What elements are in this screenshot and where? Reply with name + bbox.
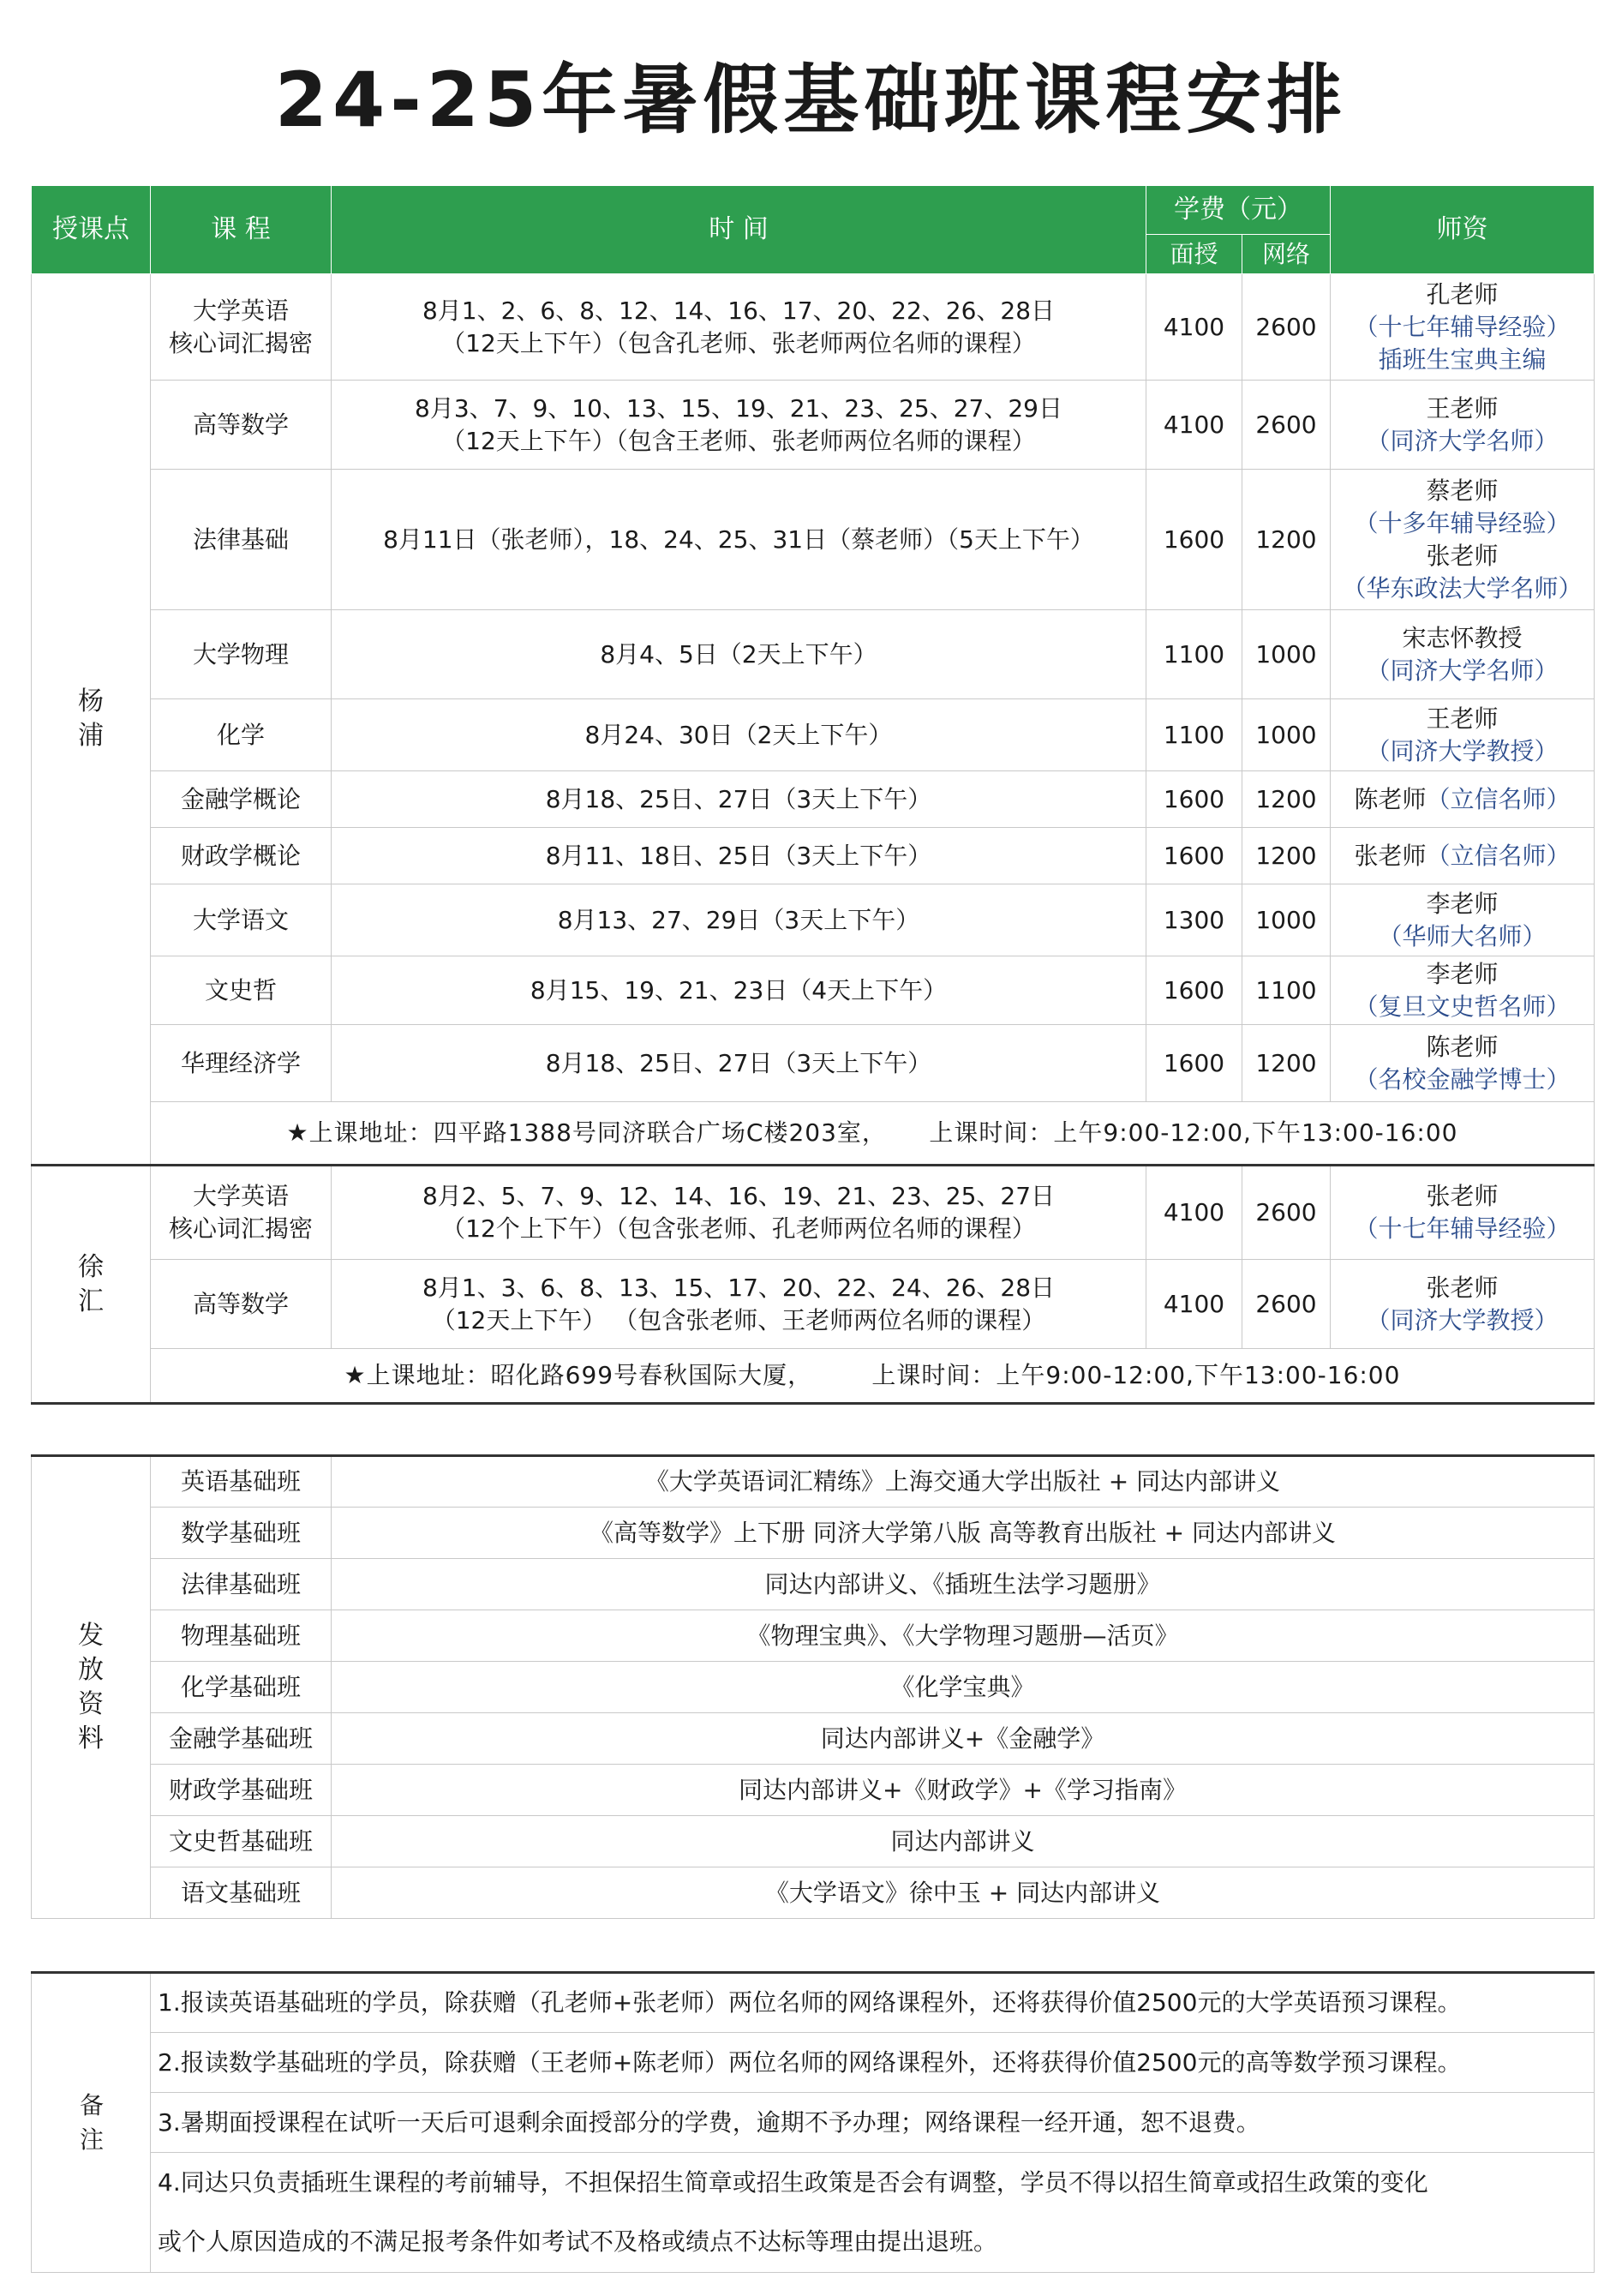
course-time: 8月1、3、6、8、13、15、17、20、22、24、26、28日 （12天上下午） （包含张老师、王老师两位名师的课程） [332, 1260, 1146, 1349]
materials-label: 发 放 资 料 [32, 1456, 151, 1919]
fee-online: 1200 [1242, 828, 1331, 884]
material-row [32, 1713, 1595, 1765]
material-content: 《高等数学》上下册 同济大学第八版 高等教育出版社 + 同达内部讲义 [332, 1508, 1595, 1559]
material-class: 财政学基础班 [151, 1765, 332, 1816]
teacher-name: 陈老师 [1354, 784, 1427, 813]
teacher-cell [1331, 1260, 1595, 1349]
material-content: 同达内部讲义+《财政学》+《学习指南》 [332, 1765, 1595, 1816]
material-row [32, 1765, 1595, 1816]
fee-online: 1200 [1242, 771, 1331, 828]
teacher-name: 王老师 [1426, 393, 1499, 423]
fee-onsite: 1600 [1146, 1025, 1242, 1102]
teacher-note: （华师大名师） [1378, 921, 1547, 950]
fee-online: 1000 [1242, 884, 1331, 956]
material-content: 同达内部讲义 [332, 1816, 1595, 1867]
header-course: 课 程 [151, 186, 332, 274]
course-row [32, 1166, 1595, 1260]
material-row [32, 1867, 1595, 1919]
teacher-name: 孔老师 [1426, 279, 1499, 309]
note-row [32, 1973, 1595, 2033]
class-address: ★上课地址：四平路1388号同济联合广场C楼203室， 上课时间：上午9:00-12:00,下午13:00-16:00 [151, 1102, 1595, 1166]
fee-onsite: 1600 [1146, 828, 1242, 884]
teacher-note: （十七年辅导经验） [1354, 1214, 1571, 1243]
teacher-name: 张老师 [1354, 841, 1427, 870]
teacher-note: （华东政法大学名师） [1342, 573, 1583, 602]
course-row [32, 1260, 1595, 1349]
material-class: 数学基础班 [151, 1508, 332, 1559]
fee-online: 1100 [1242, 956, 1331, 1025]
course-name: 大学物理 [151, 610, 332, 699]
material-row [32, 1508, 1595, 1559]
course-name: 华理经济学 [151, 1025, 332, 1102]
header-fee-online: 网络 [1242, 235, 1331, 274]
header-fee: 学费（元） [1146, 186, 1331, 235]
note-text: 2.报读数学基础班的学员，除获赠（王老师+陈老师）两位名师的网络课程外，还将获得价值2500元的高等数学预习课程。 [151, 2033, 1595, 2093]
note-text: 或个人原因造成的不满足报考条件如考试不及格或绩点不达标等理由提出退班。 [151, 2213, 1595, 2273]
yangpu-section [32, 274, 1595, 1166]
course-name: 化学 [151, 699, 332, 771]
course-row [32, 381, 1595, 470]
course-time: 8月11日（张老师），18、24、25、31日（蔡老师）（5天上下午） [332, 470, 1146, 610]
fee-onsite: 4100 [1146, 1166, 1242, 1260]
material-content: 《化学宝典》 [332, 1662, 1595, 1713]
material-class: 语文基础班 [151, 1867, 332, 1919]
course-name: 金融学概论 [151, 771, 332, 828]
material-content: 同达内部讲义+《金融学》 [332, 1713, 1595, 1765]
course-time: 8月15、19、21、23日（4天上下午） [332, 956, 1146, 1025]
course-name: 法律基础 [151, 470, 332, 610]
notes-label: 备 注 [32, 1973, 151, 2273]
teacher-note: （同济大学教授） [1366, 1305, 1559, 1334]
fee-onsite: 4100 [1146, 274, 1242, 381]
note-text: 3.暑期面授课程在试听一天后可退剩余面授部分的学费，逾期不予办理；网络课程一经开通，恕不退费。 [151, 2093, 1595, 2153]
teacher-note: （十多年辅导经验） [1354, 508, 1571, 537]
teacher-cell [1331, 1025, 1595, 1102]
course-name: 高等数学 [151, 381, 332, 470]
material-content: 同达内部讲义、《插班生法学习题册》 [332, 1559, 1595, 1610]
fee-online: 1000 [1242, 610, 1331, 699]
teacher-note: （立信名师） [1426, 841, 1571, 870]
notes-table [31, 1971, 1595, 2273]
material-class: 物理基础班 [151, 1610, 332, 1662]
course-time: 8月18、25日、27日（3天上下午） [332, 1025, 1146, 1102]
teacher-cell [1331, 771, 1595, 828]
course-name: 大学语文 [151, 884, 332, 956]
teacher-cell [1331, 884, 1595, 956]
teacher-name: 陈老师 [1426, 1032, 1499, 1061]
material-class: 英语基础班 [151, 1456, 332, 1508]
course-time: 8月3、7、9、10、13、15、19、21、23、25、27、29日 （12天上下午）（包含王老师、张老师两位名师的课程） [332, 381, 1146, 470]
teacher-cell [1331, 274, 1595, 381]
header-fee-onsite: 面授 [1146, 235, 1242, 274]
course-row [32, 470, 1595, 610]
material-content: 《物理宝典》、《大学物理习题册—活页》 [332, 1610, 1595, 1662]
course-row [32, 956, 1595, 1025]
fee-onsite: 4100 [1146, 381, 1242, 470]
course-name: 文史哲 [151, 956, 332, 1025]
course-time: 8月13、27、29日（3天上下午） [332, 884, 1146, 956]
note-text: 4.同达只负责插班生课程的考前辅导，不担保招生简章或招生政策是否会有调整，学员不得以招生简章或招生政策的变化 [151, 2153, 1595, 2213]
fee-onsite: 4100 [1146, 1260, 1242, 1349]
note-row [32, 2033, 1595, 2093]
course-row [32, 828, 1595, 884]
teacher-cell [1331, 610, 1595, 699]
course-time: 8月11、18日、25日（3天上下午） [332, 828, 1146, 884]
fee-onsite: 1600 [1146, 470, 1242, 610]
teacher-cell [1331, 956, 1595, 1025]
course-time: 8月24、30日（2天上下午） [332, 699, 1146, 771]
teacher-cell [1331, 828, 1595, 884]
material-class: 金融学基础班 [151, 1713, 332, 1765]
fee-online: 1000 [1242, 699, 1331, 771]
teacher-cell [1331, 470, 1595, 610]
course-row [32, 274, 1595, 381]
fee-online: 2600 [1242, 274, 1331, 381]
teacher-name: 王老师 [1426, 704, 1499, 733]
fee-onsite: 1600 [1146, 771, 1242, 828]
course-name: 大学英语 核心词汇揭密 [151, 1166, 332, 1260]
header-location: 授课点 [32, 186, 151, 274]
course-name: 财政学概论 [151, 828, 332, 884]
course-time: 8月18、25日、27日（3天上下午） [332, 771, 1146, 828]
teacher-name: 宋志怀教授 [1402, 623, 1523, 652]
note-row [32, 2093, 1595, 2153]
materials-table [31, 1454, 1595, 1919]
fee-onsite: 1100 [1146, 699, 1242, 771]
teacher-name: 李老师 [1426, 959, 1499, 988]
teacher-cell [1331, 699, 1595, 771]
course-time: 8月4、5日（2天上下午） [332, 610, 1146, 699]
teacher-note: （名校金融学博士） [1354, 1064, 1571, 1094]
teacher-name: 蔡老师 [1426, 476, 1499, 505]
course-name: 高等数学 [151, 1260, 332, 1349]
course-row [32, 771, 1595, 828]
material-class: 法律基础班 [151, 1559, 332, 1610]
header-time: 时 间 [332, 186, 1146, 274]
teacher-cell [1331, 1166, 1595, 1260]
material-content: 《大学英语词汇精练》上海交通大学出版社 + 同达内部讲义 [332, 1456, 1595, 1508]
teacher-cell [1331, 381, 1595, 470]
material-class: 文史哲基础班 [151, 1816, 332, 1867]
note-text: 1.报读英语基础班的学员，除获赠（孔老师+张老师）两位名师的网络课程外，还将获得价值2500元的大学英语预习课程。 [151, 1973, 1595, 2033]
teacher-note: （同济大学名师） [1366, 656, 1559, 685]
page-title: 24-25年暑假基础班课程安排 [274, 56, 1348, 144]
material-row [32, 1816, 1595, 1867]
fee-onsite: 1300 [1146, 884, 1242, 956]
material-row [32, 1610, 1595, 1662]
course-row [32, 610, 1595, 699]
material-class: 化学基础班 [151, 1662, 332, 1713]
teacher-note: （立信名师） [1426, 784, 1571, 813]
teacher-note: （复旦文史哲名师） [1354, 992, 1571, 1021]
fee-online: 2600 [1242, 1260, 1331, 1349]
location-cell: 杨 浦 [32, 274, 151, 1166]
fee-online: 1200 [1242, 470, 1331, 610]
xuhui-section [32, 1166, 1595, 1404]
teacher-note: （同济大学名师） [1366, 426, 1559, 455]
fee-online: 1200 [1242, 1025, 1331, 1102]
teacher-name: 张老师 [1426, 1182, 1499, 1210]
material-row [32, 1559, 1595, 1610]
fee-online: 2600 [1242, 1166, 1331, 1260]
course-time: 8月1、2、6、8、12、14、16、17、20、22、26、28日 （12天上下午）（包含孔老师、张老师两位名师的课程） [332, 274, 1146, 381]
header-teacher: 师资 [1331, 186, 1595, 274]
location-cell: 徐 汇 [32, 1166, 151, 1404]
fee-onsite: 1100 [1146, 610, 1242, 699]
teacher-note: （十七年辅导经验） 插班生宝典主编 [1354, 312, 1571, 374]
material-content: 《大学语文》徐中玉 + 同达内部讲义 [332, 1867, 1595, 1919]
note-row [32, 2213, 1595, 2273]
course-row [32, 1025, 1595, 1102]
fee-onsite: 1600 [1146, 956, 1242, 1025]
teacher-name: 李老师 [1426, 889, 1499, 918]
note-row [32, 2153, 1595, 2213]
schedule-table [31, 185, 1595, 1405]
fee-online: 2600 [1242, 381, 1331, 470]
teacher-name: 张老师 [1426, 1273, 1499, 1302]
course-row [32, 884, 1595, 956]
course-time: 8月2、5、7、9、12、14、16、19、21、23、25、27日 （12个上下午）（包含张老师、孔老师两位名师的课程） [332, 1166, 1146, 1260]
material-row [32, 1662, 1595, 1713]
teacher-note: （同济大学教授） [1366, 736, 1559, 765]
course-name: 大学英语 核心词汇揭密 [151, 274, 332, 381]
teacher-name: 张老师 [1426, 541, 1499, 570]
class-address: ★上课地址：昭化路699号春秋国际大厦， 上课时间：上午9:00-12:00,下午13:00-16:00 [151, 1349, 1595, 1404]
course-row [32, 699, 1595, 771]
material-row [32, 1456, 1595, 1508]
